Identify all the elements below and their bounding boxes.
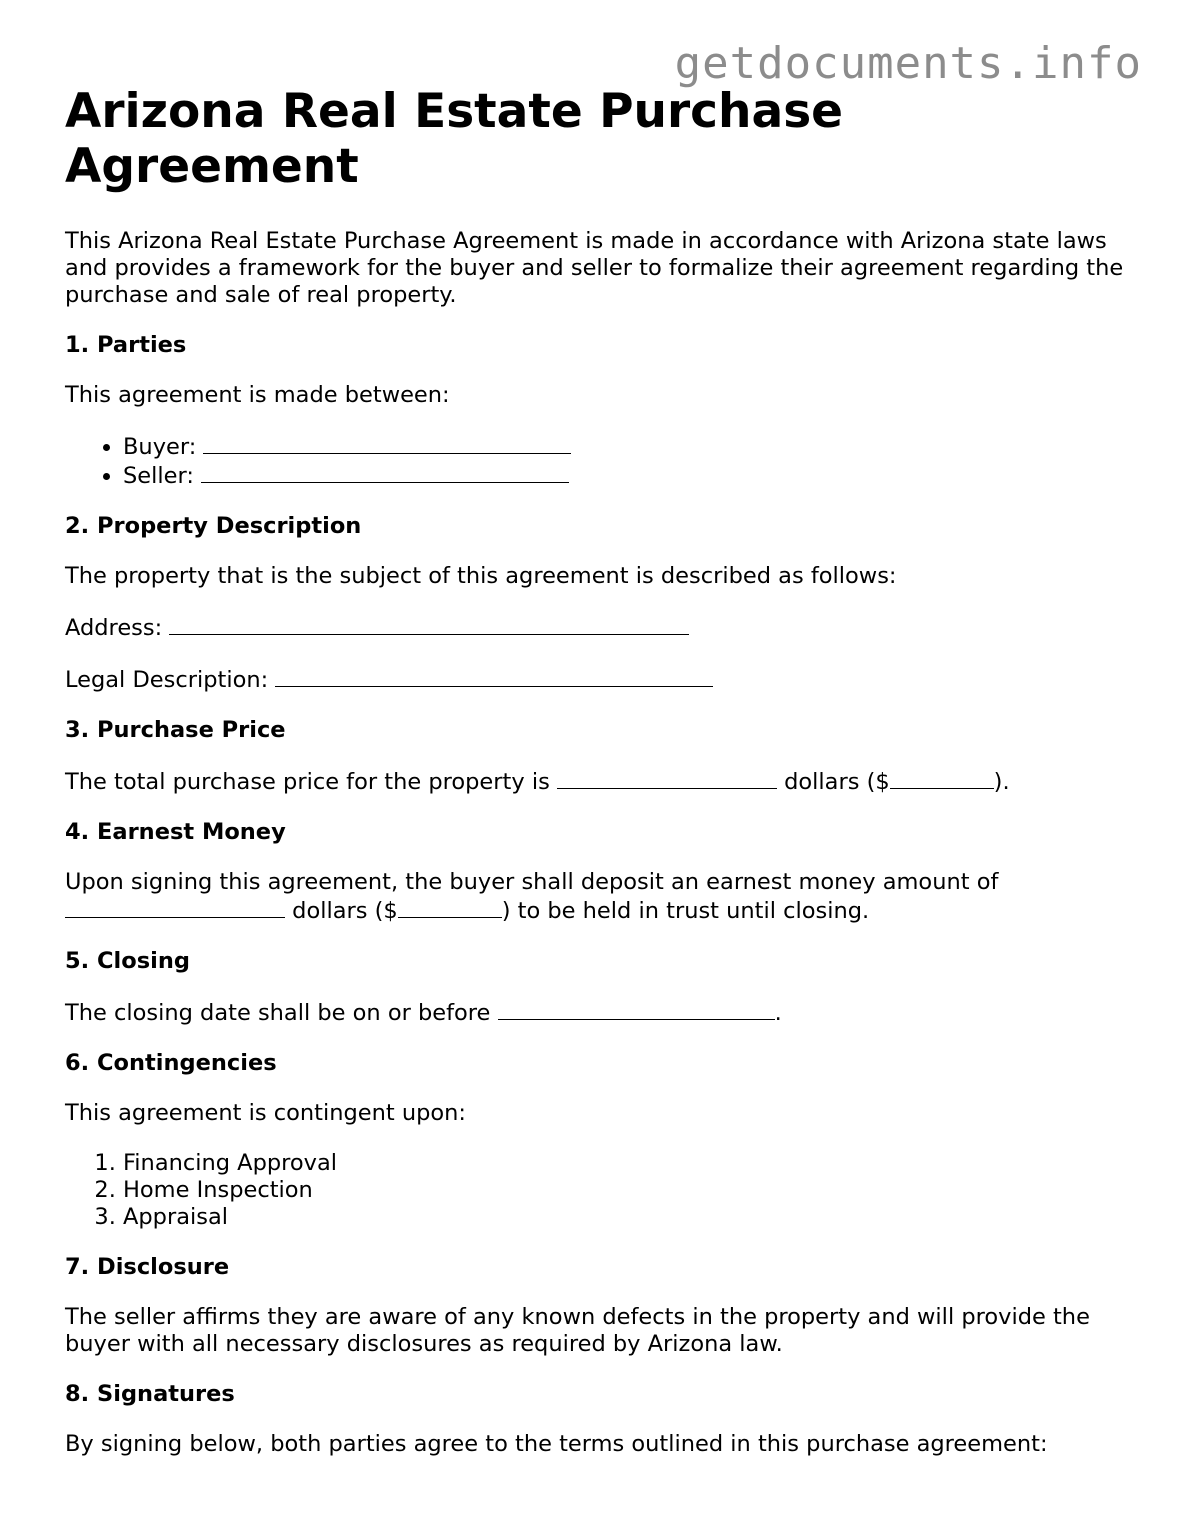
closing-text-after: . bbox=[774, 1000, 782, 1026]
signatures-text: By signing below, both parties agree to the terms outlined in this purchase agreement: bbox=[65, 1431, 1048, 1457]
earnest-text-middle: dollars ($ bbox=[292, 898, 398, 924]
closing-text-before: The closing date shall be on or before bbox=[65, 1000, 491, 1026]
contingencies-text: This agreement is contingent upon: bbox=[65, 1100, 467, 1126]
section-heading-contingencies: 6. Contingencies bbox=[65, 1050, 277, 1076]
contingencies-list bbox=[65, 1150, 1125, 1231]
price-words-blank[interactable] bbox=[557, 767, 777, 789]
section-heading-earnest: 4. Earnest Money bbox=[65, 819, 286, 845]
earnest-words-blank[interactable] bbox=[65, 896, 285, 918]
address-blank[interactable] bbox=[169, 613, 689, 635]
price-amount-blank[interactable] bbox=[890, 767, 994, 789]
list-item: 1. Financing Approval bbox=[123, 1150, 1125, 1177]
address-line bbox=[65, 613, 1125, 642]
section-heading-price: 3. Purchase Price bbox=[65, 717, 286, 743]
section-heading-disclosure: 7. Disclosure bbox=[65, 1254, 230, 1280]
intro-paragraph: This Arizona Real Estate Purchase Agreement is made in accordance with Arizona state laws and provides a framework for the buyer and seller to formalize their agreement regarding the purchase and sale of real property. bbox=[65, 228, 1124, 308]
section-heading-closing: 5. Closing bbox=[65, 948, 190, 974]
document-page bbox=[65, 84, 1125, 1481]
parties-text: This agreement is made between: bbox=[65, 382, 450, 408]
buyer-blank[interactable] bbox=[203, 432, 571, 454]
seller-label: Seller: bbox=[123, 463, 194, 489]
earnest-text-before: Upon signing this agreement, the buyer shall deposit an earnest money amount of bbox=[65, 869, 999, 895]
buyer-label: Buyer: bbox=[123, 434, 197, 460]
section-heading-property: 2. Property Description bbox=[65, 513, 362, 539]
legal-description-blank[interactable] bbox=[275, 665, 713, 687]
address-label: Address: bbox=[65, 615, 163, 641]
earnest-text-after: ) to be held in trust until closing. bbox=[501, 898, 870, 924]
property-text: The property that is the subject of this agreement is described as follows: bbox=[65, 563, 897, 589]
legal-description-line bbox=[65, 665, 1125, 694]
watermark: getdocuments.info bbox=[674, 38, 1142, 89]
closing-line bbox=[65, 998, 1125, 1027]
legal-description-label: Legal Description: bbox=[65, 667, 269, 693]
price-line bbox=[65, 767, 1125, 796]
section-heading-signatures: 8. Signatures bbox=[65, 1381, 235, 1407]
closing-date-blank[interactable] bbox=[498, 998, 775, 1020]
section-heading-parties: 1. Parties bbox=[65, 332, 187, 358]
list-item bbox=[123, 461, 1125, 490]
disclosure-text: The seller affirms they are aware of any known defects in the property and will provide the buyer with all necessary disclosures as required by Arizona law. bbox=[65, 1304, 1090, 1357]
seller-blank[interactable] bbox=[201, 461, 569, 483]
document-title: Arizona Real Estate Purchase Agreement bbox=[65, 84, 844, 194]
earnest-paragraph bbox=[65, 869, 1125, 925]
earnest-amount-blank[interactable] bbox=[398, 896, 502, 918]
price-text-after: ). bbox=[993, 769, 1010, 795]
parties-list bbox=[65, 432, 1125, 490]
list-item: 3. Appraisal bbox=[123, 1204, 1125, 1231]
price-text-middle: dollars ($ bbox=[784, 769, 890, 795]
list-item: 2. Home Inspection bbox=[123, 1177, 1125, 1204]
price-text-before: The total purchase price for the property is bbox=[65, 769, 550, 795]
list-item bbox=[123, 432, 1125, 461]
